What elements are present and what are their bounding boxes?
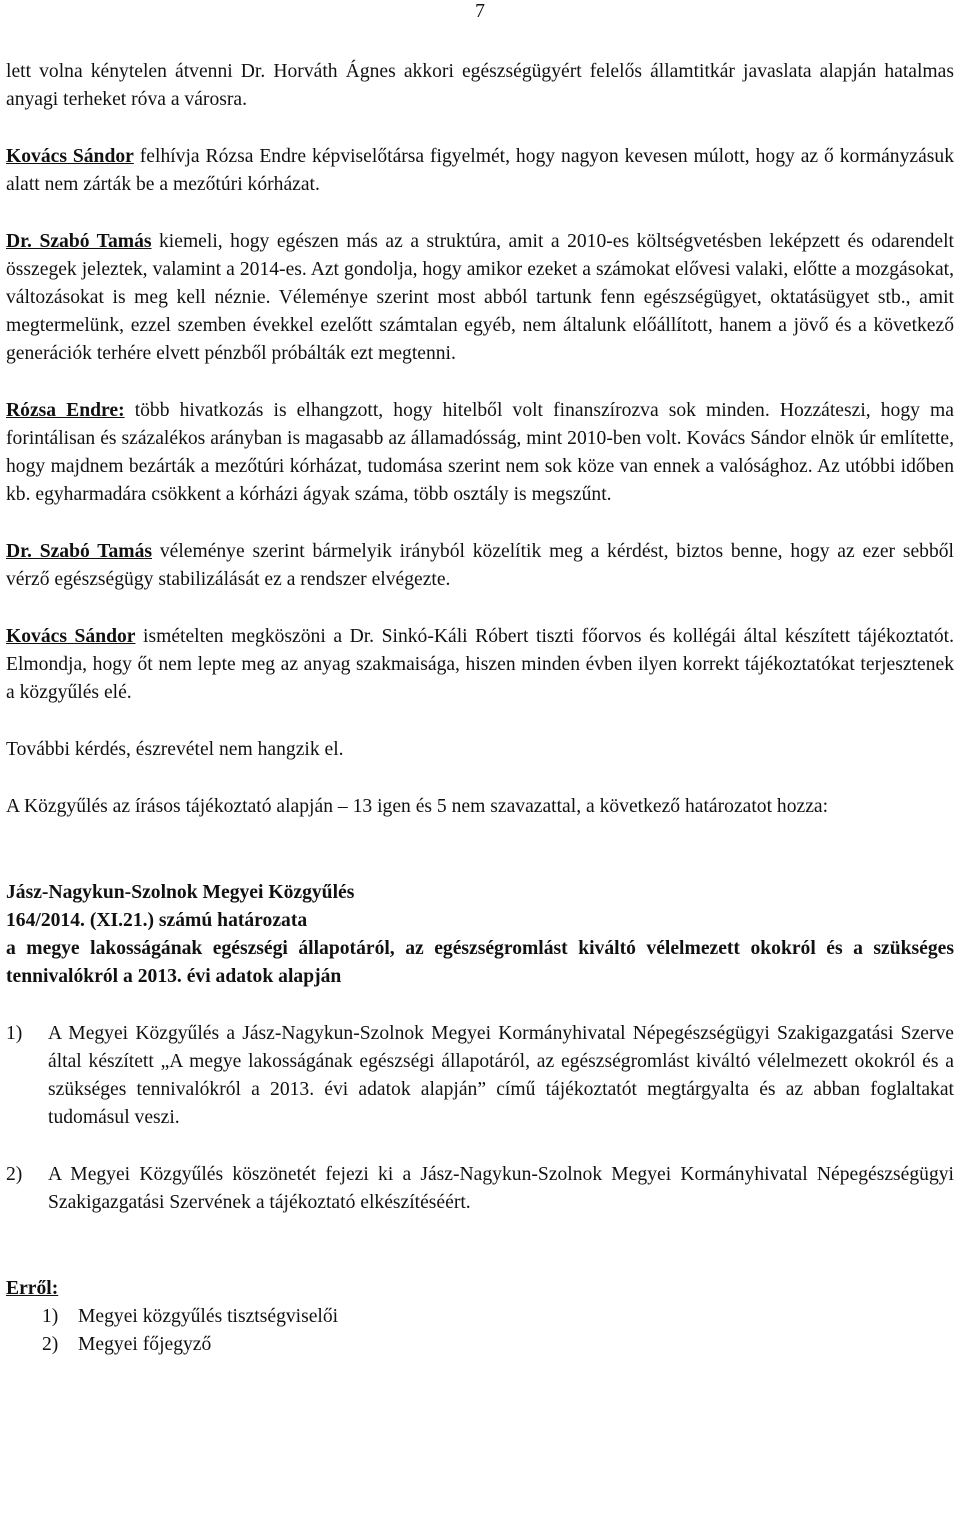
item-text: Megyei közgyűlés tisztségviselői [78,1306,339,1327]
paragraph-3: Dr. Szabó Tamás kiemeli, hogy egészen más az a struktúra, amit a 2010-es költségvetésben leképzett és odarendelt összegek jeleztek, valamint a 2014-es. Azt gondolja, hogy amikor ezeket a számokat elővesi valaki, előtte a mozgásokat, változásokat is meg kell néznie. Véleménye szerint most abból tartunk fenn egészségügyet, oktatásügyet stb., amit megtermelünk, ezzel szemben évekkel ezelőtt számtalan egyéb, nem általunk előállított, hanem a jövő és a következő generációk terhére elvett pénzből próbálták ezt megtenni. [6,231,954,364]
speaker-name: Kovács Sándor [6,626,136,647]
resolution-subject: a megye lakosságának egészségi állapotáról, az egészségromlást kiváltó vélelmezett okokról és a szükséges tennivalókról a 2013. évi adatok alapján [6,938,954,987]
item-text: A Megyei Közgyűlés a Jász-Nagykun-Szolnok Megyei Kormányhivatal Népegészségügyi Szakigazgatási Szerve által készített „A megye lakosságának egészségi állapotáról, az egészségromlást kiváltó vélelmezett okokról és a szükséges tennivalókról a 2013. évi adatok alapján” című tájékoztatót megtárgyalta és az abban foglaltakat tudomásul veszi. [48,1023,954,1128]
distribution-heading: Erről: [6,1278,59,1299]
item-text: A Megyei Közgyűlés köszönetét fejezi ki a Jász-Nagykun-Szolnok Megyei Kormányhivatal Népegészségügyi Szakigazgatási Szervének a tájékoztató elkészítéséért. [48,1164,954,1213]
speaker-name: Dr. Szabó Tamás [6,231,152,252]
item-text: Megyei főjegyző [78,1334,212,1355]
paragraph-1: lett volna kénytelen átvenni Dr. Horváth Ágnes akkori egészségügyért felelős államtitkár javaslata alapján hatalmas anyagi terheket róva a városra. [6,61,954,110]
speaker-name: Rózsa Endre: [6,400,125,421]
paragraph-8: A Közgyűlés az írásos tájékoztató alapján – 13 igen és 5 nem szavazattal, a következő határozatot hozza: [6,796,829,817]
speaker-name: Kovács Sándor [6,146,134,167]
resolution-header [6,879,954,991]
paragraph-5: Dr. Szabó Tamás véleménye szerint bármelyik irányból közelítik meg a kérdést, biztos benne, hogy az ezer sebből vérző egészségügy stabilizálását ez a rendszer elvégezte. [6,541,954,590]
item-number: 2) [6,1164,23,1185]
paragraph-4: Rózsa Endre: több hivatkozás is elhangzott, hogy hitelből volt finanszírozva sok minden. Hozzáteszi, hogy ma forintálisan és százalékos arányban is magasabb az államadósság, mint 2010-ben volt. Kovács Sándor elnök úr említette, hogy majdnem bezárták a mezőtúri kórházat, tudomása szerint nem sok köze van ennek a valósághoz. Az utóbbi időben kb. egyharmadára csökkent a kórházi ágyak száma, több osztály is megszűnt. [6,400,954,505]
distribution-list [42,1303,954,1359]
document-body [6,58,954,1359]
distribution-item [42,1303,954,1331]
item-number: 1) [6,1023,23,1044]
paragraph-7: További kérdés, észrevétel nem hangzik el. [6,739,344,760]
paragraph-2: Kovács Sándor felhívja Rózsa Endre képviselőtársa figyelmét, hogy nagyon kevesen múlott, hogy az ő kormányzásuk alatt nem zárták be a mezőtúri kórházat. [6,146,954,195]
resolution-item [6,1020,954,1132]
page-number: 7 [475,1,485,22]
resolution-issuer: Jász-Nagykun-Szolnok Megyei Közgyűlés [6,882,355,903]
item-number: 1) [42,1306,59,1327]
item-number: 2) [42,1334,59,1355]
resolution-number: 164/2014. (XI.21.) számú határozata [6,910,308,931]
paragraph-6: Kovács Sándor ismételten megköszöni a Dr. Sinkó-Káli Róbert tiszti főorvos és kollégái által készített tájékoztatót. Elmondja, hogy őt nem lepte meg az anyag szakmaisága, hiszen minden évben ilyen korrekt tájékoztatókat terjesztenek a közgyűlés elé. [6,626,954,703]
resolution-item [6,1161,954,1217]
distribution-item [42,1331,954,1359]
speaker-name: Dr. Szabó Tamás [6,541,153,562]
